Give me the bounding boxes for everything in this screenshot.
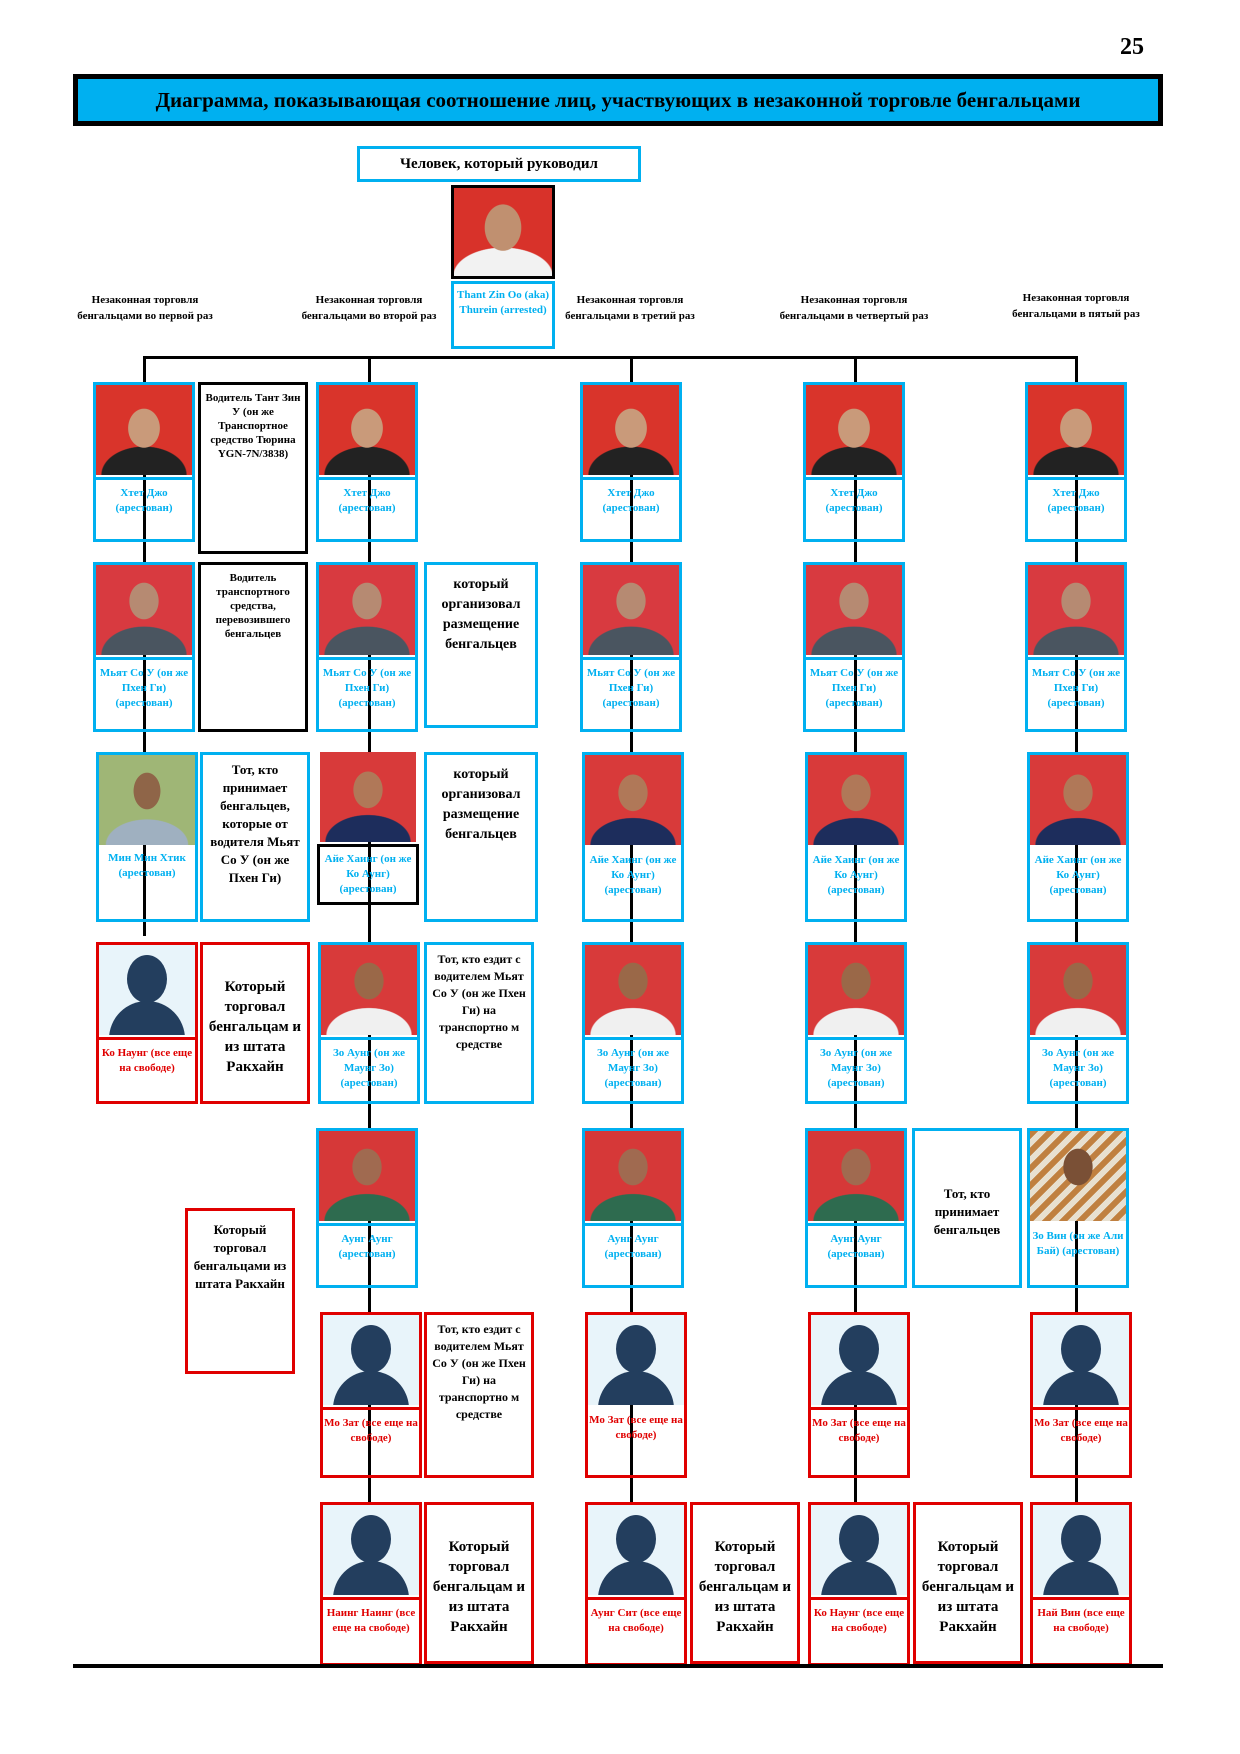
note-traded-rakhine: Который торговал бенгальцам и из штата Ракхайн (690, 1502, 800, 1664)
person-photo-placeholder (1033, 1505, 1129, 1595)
person-caption: Айе Хаинг (он же Ко Аунг) (арестован) (812, 854, 900, 896)
person-caption: Хтет Джо (арестован) (96, 477, 192, 516)
person-photo (1028, 385, 1124, 475)
person-caption: Мо Зат (все еще на свободе) (589, 1414, 683, 1441)
person-card (96, 752, 198, 922)
person-card (585, 1312, 687, 1478)
person-photo-placeholder (588, 1505, 684, 1595)
person-card (93, 382, 195, 542)
column-header-5: Незаконная торговля бенгальцами в пятый раз (1012, 292, 1140, 320)
person-caption: Мо Зат (все еще на свободе) (811, 1407, 907, 1446)
person-caption: Мо Зат (все еще на свободе) (1033, 1407, 1129, 1446)
person-photo-placeholder (1033, 1315, 1129, 1405)
person-photo (585, 945, 681, 1035)
person-caption: Аунг Аунг (арестован) (808, 1223, 904, 1262)
person-card (318, 942, 420, 1104)
person-card (1027, 942, 1129, 1104)
person-photo (583, 565, 679, 655)
page-number: 25 (1120, 34, 1144, 60)
leader-card (451, 185, 555, 355)
person-caption: Айе Хаинг (он же Ко Аунг) (арестован) (1034, 854, 1122, 896)
person-card (320, 1312, 422, 1478)
person-photo (1028, 565, 1124, 655)
person-photo (585, 755, 681, 845)
person-caption: Ко Наунг (все еще на свободе) (99, 1037, 195, 1076)
person-card (320, 752, 422, 922)
person-caption: Мьят Со У (он же Пхен Ги) (арестован) (319, 657, 415, 711)
person-caption: Наинг Наинг (все еще на свободе) (323, 1597, 419, 1636)
person-card (808, 1502, 910, 1666)
person-caption: Мин Мин Хтик (арестован) (108, 852, 186, 879)
person-caption: Айе Хаинг (он же Ко Аунг) (арестован) (317, 844, 419, 905)
person-caption: Зо Вин (он же Али Бай) (арестован) (1032, 1230, 1124, 1257)
note-organized-placement: который организовал размещение бенгальцев (424, 752, 538, 922)
person-card (320, 1502, 422, 1666)
person-photo-placeholder (323, 1315, 419, 1405)
person-card (582, 942, 684, 1104)
person-photo (320, 752, 416, 842)
person-card (1027, 1128, 1129, 1288)
note-rides-with-driver: Тот, кто ездит с водителем Мьят Со У (он же Пхен Ги) на транспортно м средстве (424, 942, 534, 1104)
column-header-2: Незаконная торговля бенгальцами во второй раз (301, 294, 437, 322)
person-caption: Зо Аунг (он же Маунг Зо) (арестован) (1030, 1037, 1126, 1091)
person-card (1025, 562, 1127, 732)
person-photo (319, 565, 415, 655)
person-caption: Най Вин (все еще на свободе) (1033, 1597, 1129, 1636)
person-photo (96, 565, 192, 655)
person-photo (808, 755, 904, 845)
person-caption: Хтет Джо (арестован) (806, 477, 902, 516)
diagram-title-banner (73, 74, 1163, 126)
note-traded-rakhine: Который торговал бенгальцам и из штата Ракхайн (913, 1502, 1023, 1664)
person-photo (585, 1131, 681, 1221)
note-traded-rakhine: Который торговал бенгальцам и из штата Ракхайн (424, 1502, 534, 1664)
leader-photo (451, 185, 555, 279)
note-traded-rakhine: Который торговал бенгальцам и из штата Ракхайн (200, 942, 310, 1104)
person-caption: Аунг Сит (все еще на свободе) (588, 1597, 684, 1636)
person-card (803, 562, 905, 732)
person-photo (806, 565, 902, 655)
person-caption: Мьят Со У (он же Пхен Ги) (арестован) (96, 657, 192, 711)
person-card (805, 752, 907, 922)
person-photo (808, 1131, 904, 1221)
person-card (805, 942, 907, 1104)
note-traded-rakhine-b: Который торговал бенгальцами из штата Ракхайн (185, 1208, 295, 1374)
person-photo-placeholder (99, 945, 195, 1035)
person-caption: Айе Хаинг (он же Ко Аунг) (арестован) (589, 854, 677, 896)
leader-heading: Человек, который руководил (357, 146, 641, 182)
note-organized-placement: который организовал размещение бенгальцев (424, 562, 538, 728)
person-card (1030, 1502, 1132, 1666)
column-header-1: Незаконная торговля бенгальцами во первой раз (77, 294, 213, 322)
person-photo-placeholder (323, 1505, 419, 1595)
person-caption: Мьят Со У (он же Пхен Ги) (арестован) (806, 657, 902, 711)
person-photo-placeholder (588, 1315, 684, 1405)
person-caption: Хтет Джо (арестован) (583, 477, 679, 516)
person-caption: Аунг Аунг (арестован) (585, 1223, 681, 1262)
person-photo (583, 385, 679, 475)
note-rides-with-driver: Тот, кто ездит с водителем Мьят Со У (он же Пхен Ги) на транспортно м средстве (424, 1312, 534, 1478)
person-card (93, 562, 195, 732)
person-photo (806, 385, 902, 475)
person-card (316, 1128, 418, 1288)
person-caption: Зо Аунг (он же Маунг Зо) (арестован) (585, 1037, 681, 1091)
person-photo (96, 385, 192, 475)
diagram-title: Диаграмма, показывающая соотношение лиц, участвующих в незаконной торговле бенгальцами (155, 87, 1081, 112)
person-caption: Ко Наунг (все еще на свободе) (811, 1597, 907, 1636)
leader-caption: Thant Zin Oo (aka) Thurein (arrested) (451, 281, 555, 349)
person-photo (319, 1131, 415, 1221)
person-card (805, 1128, 907, 1288)
person-caption: Хтет Джо (арестован) (1028, 477, 1124, 516)
person-caption: Мьят Со У (он же Пхен Ги) (арестован) (583, 657, 679, 711)
person-caption: Зо Аунг (он же Маунг Зо) (арестован) (321, 1037, 417, 1091)
person-card (316, 382, 418, 542)
person-photo-placeholder (811, 1505, 907, 1595)
person-caption: Мо Зат (все еще на свободе) (323, 1407, 419, 1446)
person-caption: Зо Аунг (он же Маунг Зо) (арестован) (808, 1037, 904, 1091)
person-card (96, 942, 198, 1104)
column-header-4: Незаконная торговля бенгальцами в четвертый раз (779, 294, 929, 322)
person-card (803, 382, 905, 542)
person-photo (321, 945, 417, 1035)
person-photo (1030, 945, 1126, 1035)
person-card (1025, 382, 1127, 542)
person-card (1030, 1312, 1132, 1478)
person-card (316, 562, 418, 732)
note-receives: Тот, кто принимает бенгальцев (912, 1128, 1022, 1288)
column-header-3: Незаконная торговля бенгальцами в третий раз (565, 294, 695, 322)
person-caption: Мьят Со У (он же Пхен Ги) (арестован) (1028, 657, 1124, 711)
note-driver-thant-zin-u: Водитель Тант Зин У (он же Транспортное средство Тюрина YGN-7N/3838) (198, 382, 308, 554)
person-card (582, 1128, 684, 1288)
person-card (808, 1312, 910, 1478)
person-card (580, 382, 682, 542)
note-driver-vehicle: Водитель транспортного средства, перевозившего бенгальцев (198, 562, 308, 732)
person-caption: Аунг Аунг (арестован) (319, 1223, 415, 1262)
person-card (580, 562, 682, 732)
person-card (582, 752, 684, 922)
person-photo (319, 385, 415, 475)
person-caption: Хтет Джо (арестован) (319, 477, 415, 516)
person-photo (99, 755, 195, 845)
connector-horizontal (143, 356, 1078, 359)
person-photo (808, 945, 904, 1035)
person-photo (1030, 1131, 1126, 1221)
person-card (585, 1502, 687, 1666)
person-photo (1030, 755, 1126, 845)
note-receives-from-driver: Тот, кто принимает бенгальцев, которые от водителя Мьят Со У (он же Пхен Ги) (200, 752, 310, 922)
person-card (1027, 752, 1129, 922)
person-photo-placeholder (811, 1315, 907, 1405)
bottom-rule (73, 1664, 1163, 1668)
